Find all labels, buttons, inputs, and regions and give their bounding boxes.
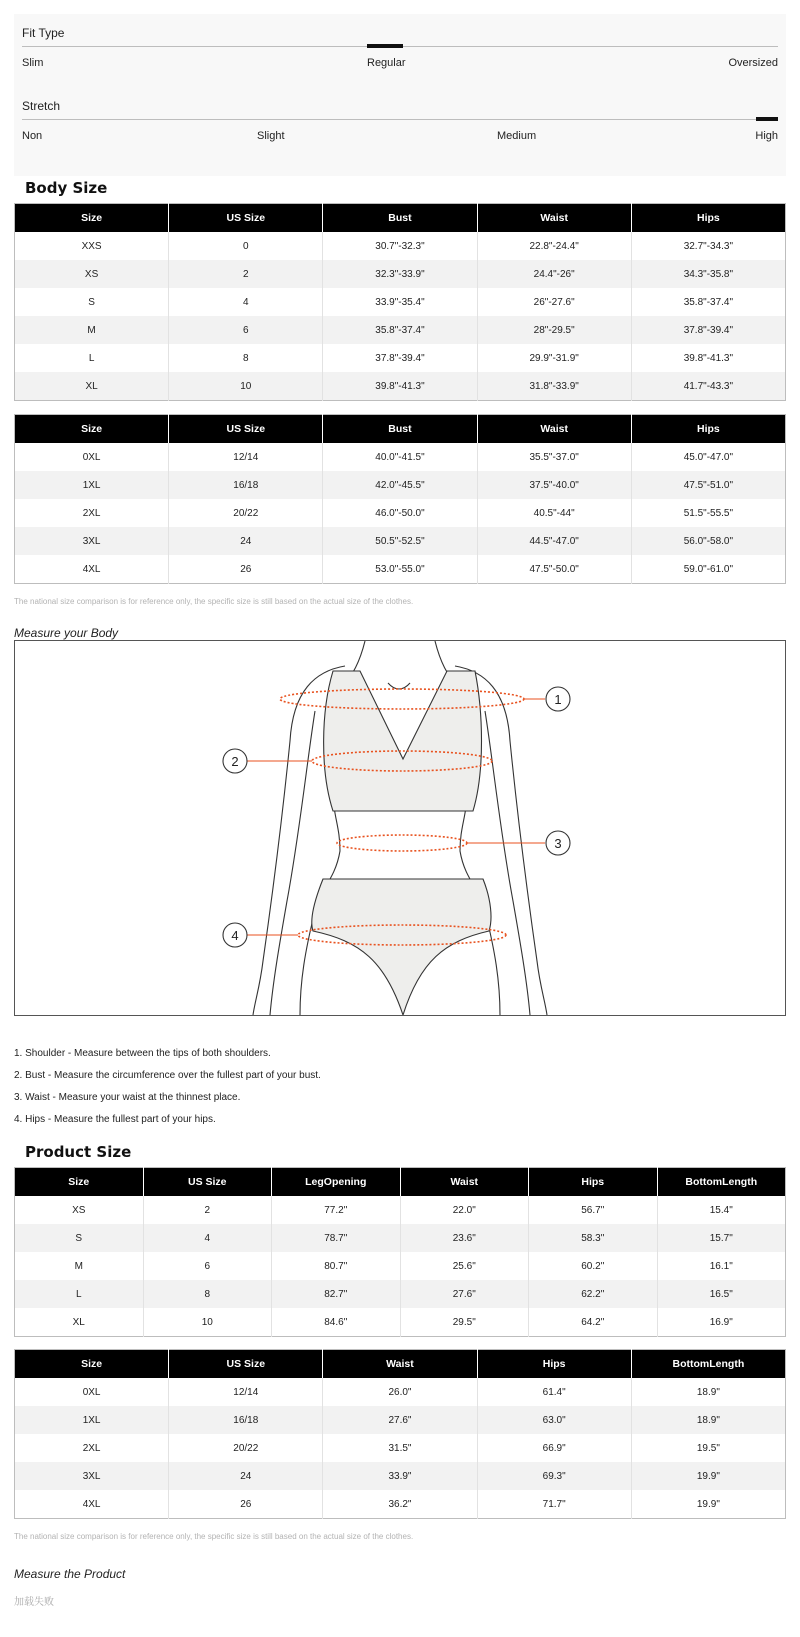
- table-header-row: [15, 1350, 786, 1379]
- table-row: [15, 1308, 786, 1337]
- table-cell: 29.5": [400, 1308, 529, 1337]
- table-cell: 37.8"-39.4": [631, 316, 785, 344]
- table-cell: 16.9": [709, 1316, 733, 1328]
- table-cell: 40.0"-41.5": [323, 443, 477, 471]
- table-row: [15, 1378, 786, 1406]
- table-row: [15, 1196, 786, 1224]
- table-row: [15, 527, 786, 555]
- step-shoulder: 1. Shoulder - Measure between the tips of both shoulders.: [14, 1048, 271, 1059]
- table-cell: 12/14: [169, 443, 323, 471]
- product-size-plus-table: [14, 1349, 786, 1519]
- table-cell: 35.5"-37.0": [477, 443, 631, 471]
- table-cell: 8: [169, 344, 323, 372]
- stretch-indicator: [756, 117, 778, 121]
- body-size-title: Body Size: [25, 179, 108, 197]
- column-header: Size: [15, 1168, 144, 1197]
- table-cell: XS: [15, 1196, 144, 1224]
- table-cell: 29.9"-31.9": [477, 344, 631, 372]
- table-cell: 22.8"-24.4": [477, 232, 631, 260]
- table-cell: 26: [169, 555, 323, 584]
- table-cell: 66.9": [477, 1434, 631, 1462]
- stretch-track: [22, 119, 778, 120]
- table-row: [15, 1406, 786, 1434]
- table-row: [15, 1252, 786, 1280]
- table-cell: 37.8"-39.4": [323, 344, 477, 372]
- table-cell: M: [15, 1252, 144, 1280]
- stretch-scale: [22, 99, 778, 149]
- table-cell: 77.2": [272, 1196, 401, 1224]
- body-size-table: [14, 203, 786, 401]
- table-cell: 40.5"-44": [477, 499, 631, 527]
- marker-4-label: 4: [231, 928, 239, 943]
- fit-type-ticks: [22, 57, 778, 71]
- fit-type-scale: [22, 26, 778, 76]
- table-cell: 30.7"-32.3": [323, 232, 477, 260]
- column-header: Hips: [477, 1350, 631, 1379]
- table-cell: M: [15, 316, 169, 344]
- table-cell: 3XL: [15, 527, 169, 555]
- table-cell: 18.9": [631, 1406, 785, 1434]
- size-disclaimer-note: The national size comparison is for reference only, the specific size is still based on the actual size of the clothes.: [14, 597, 414, 606]
- waist-measure-line: [337, 835, 467, 851]
- body-size-plus-table: [14, 414, 786, 584]
- column-header: Waist: [477, 415, 631, 444]
- table-cell: 4XL: [15, 1490, 169, 1519]
- table-row: [15, 316, 786, 344]
- table-row: [15, 288, 786, 316]
- shoulder-measure-line: [280, 689, 524, 709]
- table-cell: 15.7": [657, 1224, 786, 1252]
- table-cell: 16.5": [657, 1280, 786, 1308]
- table-cell: 36.2": [323, 1490, 477, 1519]
- table-cell: 46.0"-50.0": [323, 499, 477, 527]
- table-cell: 25.6": [400, 1252, 529, 1280]
- table-cell: 32.7"-34.3": [683, 240, 734, 252]
- table-cell: 0XL: [15, 443, 169, 471]
- table-cell: 33.9": [323, 1462, 477, 1490]
- stretch-tick-medium: Medium: [497, 130, 537, 142]
- table-cell: S: [15, 1224, 144, 1252]
- table-cell: 71.7": [477, 1490, 631, 1519]
- table-cell: 78.7": [272, 1224, 401, 1252]
- column-header: Bust: [323, 204, 477, 233]
- table-cell: 10: [169, 372, 323, 401]
- step-bust: 2. Bust - Measure the circumference over the fullest part of your bust.: [14, 1070, 321, 1081]
- column-header: US Size: [169, 1350, 323, 1379]
- column-header: Bust: [323, 415, 477, 444]
- table-cell: 3XL: [15, 1462, 169, 1490]
- product-size-table: [14, 1167, 786, 1337]
- table-header-row: [15, 415, 786, 444]
- stretch-tick-non: Non: [22, 130, 43, 142]
- table-cell: 4XL: [15, 555, 169, 584]
- table-row: [15, 1280, 786, 1308]
- table-cell: 27.6": [323, 1406, 477, 1434]
- table-header-row: [15, 204, 786, 233]
- table-cell: 2XL: [15, 499, 169, 527]
- fit-tick-oversized: Oversized: [728, 57, 778, 69]
- table-cell: 58.3": [529, 1224, 658, 1252]
- table-cell: 18.9": [696, 1386, 720, 1398]
- table-cell: 23.6": [400, 1224, 529, 1252]
- table-cell: 51.5"-55.5": [683, 507, 734, 519]
- column-header: Size: [15, 415, 169, 444]
- stretch-tick-high: High: [755, 130, 778, 142]
- table-row: [15, 499, 786, 527]
- table-cell: 45.0"-47.0": [683, 451, 734, 463]
- table-cell: 44.5"-47.0": [477, 527, 631, 555]
- table-row: [15, 1490, 786, 1519]
- table-cell: S: [15, 288, 169, 316]
- table-cell: 42.0"-45.5": [323, 471, 477, 499]
- stretch-tick-slight: Slight: [257, 130, 285, 142]
- column-header: LegOpening: [272, 1168, 401, 1197]
- table-cell: 0XL: [15, 1378, 169, 1406]
- table-cell: 63.0": [477, 1406, 631, 1434]
- fit-type-title: Fit Type: [22, 26, 65, 40]
- product-size-title: Product Size: [25, 1143, 132, 1161]
- product-disclaimer-note: The national size comparison is for reference only, the specific size is still based on the actual size of the clothes.: [14, 1532, 414, 1541]
- column-header: Waist: [400, 1168, 529, 1197]
- table-cell: 16/18: [169, 1406, 323, 1434]
- table-cell: 84.6": [272, 1308, 401, 1337]
- table-cell: 19.9": [696, 1498, 720, 1510]
- table-cell: 1XL: [15, 471, 169, 499]
- column-header: Hips: [529, 1168, 658, 1197]
- table-cell: L: [15, 1280, 144, 1308]
- table-cell: 12/14: [169, 1378, 323, 1406]
- table-cell: 59.0"-61.0": [683, 563, 734, 575]
- table-cell: 50.5"-52.5": [323, 527, 477, 555]
- table-cell: 16.1": [709, 1260, 733, 1272]
- table-cell: XL: [15, 372, 169, 401]
- table-cell: 10: [143, 1308, 272, 1337]
- step-waist: 3. Waist - Measure your waist at the thinnest place.: [14, 1092, 241, 1103]
- table-cell: 20/22: [169, 499, 323, 527]
- table-cell: 26: [169, 1490, 323, 1519]
- table-cell: 35.8"-37.4": [683, 296, 734, 308]
- step-hips: 4. Hips - Measure the fullest part of your hips.: [14, 1114, 216, 1125]
- column-header: BottomLength: [631, 1350, 785, 1379]
- table-cell: 22.0": [400, 1196, 529, 1224]
- table-cell: 62.2": [529, 1280, 658, 1308]
- table-cell: 28"-29.5": [477, 316, 631, 344]
- table-cell: 35.8"-37.4": [323, 316, 477, 344]
- table-cell: 37.5"-40.0": [477, 471, 631, 499]
- table-cell: 69.3": [477, 1462, 631, 1490]
- table-cell: 53.0"-55.0": [323, 555, 477, 584]
- column-header: Hips: [631, 415, 785, 444]
- table-cell: 56.7": [529, 1196, 658, 1224]
- image-load-failed-text: 加载失败: [14, 1597, 54, 1608]
- stretch-ticks: [22, 130, 778, 144]
- table-row: [15, 344, 786, 372]
- table-cell: 15.4": [709, 1204, 733, 1216]
- table-cell: 19.9": [631, 1462, 785, 1490]
- table-row: [15, 555, 786, 584]
- table-cell: 24: [169, 1462, 323, 1490]
- column-header: Waist: [477, 204, 631, 233]
- table-cell: 4: [143, 1224, 272, 1252]
- table-cell: 34.3"-35.8": [631, 260, 785, 288]
- table-cell: 24.4"-26": [477, 260, 631, 288]
- table-row: [15, 1224, 786, 1252]
- table-cell: 2: [169, 260, 323, 288]
- table-cell: 64.2": [529, 1308, 658, 1337]
- table-row: [15, 372, 786, 401]
- table-cell: XXS: [15, 232, 169, 260]
- table-cell: 27.6": [400, 1280, 529, 1308]
- table-cell: 41.7"-43.3": [631, 372, 785, 401]
- table-row: [15, 443, 786, 471]
- table-row: [15, 1462, 786, 1490]
- table-row: [15, 1434, 786, 1462]
- stretch-title: Stretch: [22, 99, 61, 113]
- marker-1-label: 1: [554, 692, 562, 707]
- table-cell: 2XL: [15, 1434, 169, 1462]
- table-cell: 24: [169, 527, 323, 555]
- table-cell: 56.0"-58.0": [631, 527, 785, 555]
- table-cell: 26.0": [323, 1378, 477, 1406]
- table-cell: 4: [169, 288, 323, 316]
- column-header: Hips: [631, 204, 785, 233]
- table-cell: XS: [15, 260, 169, 288]
- column-header: US Size: [169, 415, 323, 444]
- table-header-row: [15, 1168, 786, 1197]
- table-cell: 26"-27.6": [477, 288, 631, 316]
- column-header: Size: [15, 204, 169, 233]
- table-row: [15, 260, 786, 288]
- table-cell: 39.8"-41.3": [323, 372, 477, 401]
- column-header: Size: [15, 1350, 169, 1379]
- column-header: US Size: [143, 1168, 272, 1197]
- table-cell: 0: [169, 232, 323, 260]
- table-cell: 39.8"-41.3": [683, 352, 734, 364]
- fit-tick-slim: Slim: [22, 57, 44, 69]
- table-cell: 31.5": [323, 1434, 477, 1462]
- table-row: [15, 232, 786, 260]
- table-cell: 31.8"-33.9": [477, 372, 631, 401]
- table-cell: L: [15, 344, 169, 372]
- fit-stretch-panel: [14, 14, 786, 176]
- table-cell: 8: [143, 1280, 272, 1308]
- table-cell: 2: [143, 1196, 272, 1224]
- fit-panel-background: [14, 14, 786, 176]
- fit-tick-regular: Regular: [367, 57, 406, 69]
- table-cell: XL: [15, 1308, 144, 1337]
- table-cell: 6: [169, 316, 323, 344]
- table-cell: 47.5"-51.0": [631, 471, 785, 499]
- table-cell: 6: [143, 1252, 272, 1280]
- column-header: BottomLength: [657, 1168, 786, 1197]
- measure-product-title: Measure the Product: [14, 1567, 126, 1581]
- table-row: [15, 471, 786, 499]
- marker-3-label: 3: [554, 836, 562, 851]
- body-measurement-figure: [14, 640, 786, 1016]
- table-cell: 80.7": [272, 1252, 401, 1280]
- measure-steps-list: [14, 1043, 321, 1131]
- table-cell: 32.3"-33.9": [323, 260, 477, 288]
- table-cell: 47.5"-50.0": [477, 555, 631, 584]
- table-cell: 33.9"-35.4": [323, 288, 477, 316]
- table-cell: 61.4": [477, 1378, 631, 1406]
- table-cell: 20/22: [169, 1434, 323, 1462]
- column-header: Waist: [323, 1350, 477, 1379]
- table-cell: 19.5": [696, 1442, 720, 1454]
- column-header: US Size: [169, 204, 323, 233]
- table-cell: 82.7": [272, 1280, 401, 1308]
- marker-2-label: 2: [231, 754, 239, 769]
- body-illustration: [15, 641, 785, 1015]
- fit-type-indicator: [367, 44, 403, 48]
- table-cell: 1XL: [15, 1406, 169, 1434]
- table-cell: 60.2": [529, 1252, 658, 1280]
- measure-body-title: Measure your Body: [14, 626, 119, 640]
- table-cell: 16/18: [169, 471, 323, 499]
